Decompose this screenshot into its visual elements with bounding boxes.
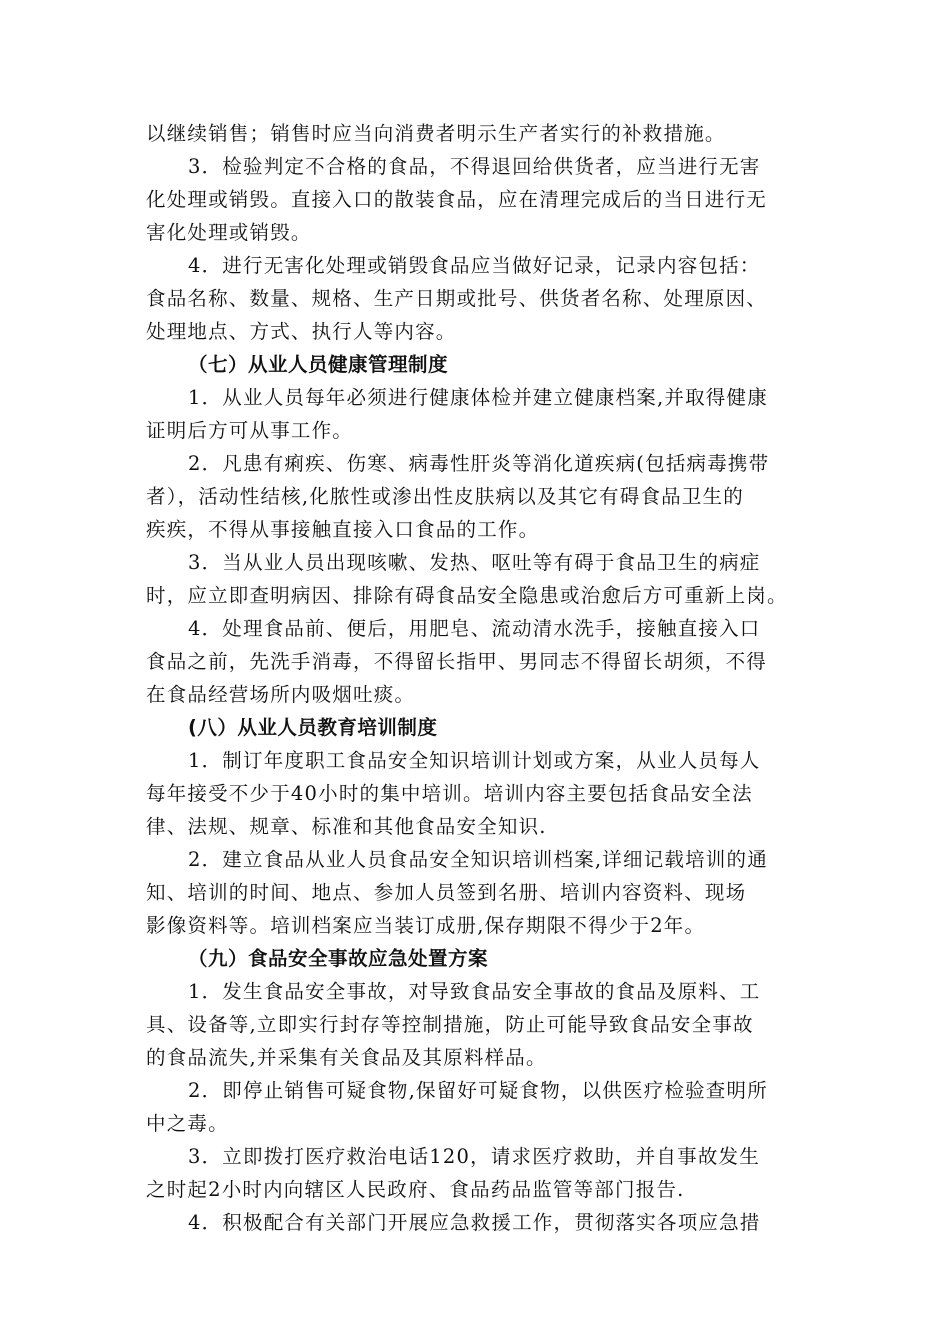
text-line: 中之毒。 [146, 1112, 229, 1135]
text-line: 者），活动性结核,化脓性或渗出性皮肤病以及其它有碍食品卫生的 [146, 485, 744, 508]
text-line: 的食品流失,并采集有关食品及其原料样品。 [146, 1046, 547, 1069]
text-line: 疾疾，不得从事接触直接入口食品的工作。 [146, 518, 540, 541]
text-line: 影像资料等。培训档案应当装订成册,保存期限不得少于2年。 [146, 914, 706, 937]
text-line: 在食品经营场所内吸烟吐痰。 [146, 683, 416, 706]
text-line: 具、设备等,立即实行封存等控制措施，防止可能导致食品安全事故 [146, 1013, 754, 1036]
text-line: 1．从业人员每年必须进行健康体检并建立健康档案,并取得健康 [188, 386, 768, 409]
text-line: 化处理或销毁。直接入口的散装食品，应在清理完成后的当日进行无 [146, 188, 768, 211]
text-line: 4．积极配合有关部门开展应急救援工作，贯彻落实各项应急措 [188, 1211, 761, 1234]
text-line: 以继续销售；销售时应当向消费者明示生产者实行的补救措施。 [146, 122, 726, 145]
text-line: 时，应立即查明病因、排除有碍食品安全隐患或治愈后方可重新上岗。 [146, 584, 788, 607]
text-line: 2．建立食品从业人员食品安全知识培训档案,详细记载培训的通 [188, 848, 768, 871]
text-line: 每年接受不少于40小时的集中培训。培训内容主要包括食品安全法 [146, 782, 753, 805]
text-line: 处理地点、方式、执行人等内容。 [146, 320, 457, 343]
text-line: 食品之前，先洗手消毒，不得留长指甲、男同志不得留长胡须，不得 [146, 650, 768, 673]
text-line: 害化处理或销毁。 [146, 221, 312, 244]
text-line: 1．发生食品安全事故，对导致食品安全事故的食品及原料、工 [188, 980, 761, 1003]
text-line: 2．凡患有痢疾、伤寒、病毒性肝炎等消化道疾病(包括病毒携带 [188, 452, 770, 475]
text-line: 3．检验判定不合格的食品，不得退回给供货者，应当进行无害 [188, 155, 761, 178]
text-line: 4．进行无害化处理或销毁食品应当做好记录，记录内容包括： [188, 254, 761, 277]
text-line: 2．即停止销售可疑食物,保留好可疑食物，以供医疗检验查明所 [188, 1079, 768, 1102]
text-line: 3．立即拨打医疗救治电话120，请求医疗救助，并自事故发生 [188, 1145, 760, 1168]
text-line: 律、法规、规章、标准和其他食品安全知识. [146, 815, 547, 838]
text-line: 证明后方可从事工作。 [146, 419, 354, 442]
section-heading: (八）从业人员教育培训制度 [188, 716, 438, 739]
text-line: 1．制订年度职工食品安全知识培训计划或方案，从业人员每人 [188, 749, 761, 772]
text-line: 3．当从业人员出现咳嗽、发热、呕吐等有碍于食品卫生的病症 [188, 551, 761, 574]
section-heading: （九）食品安全事故应急处置方案 [188, 947, 489, 970]
text-line: 之时起2小时内向辖区人民政府、食品药品监管等部门报告. [146, 1178, 685, 1201]
section-heading: （七）从业人员健康管理制度 [188, 353, 449, 376]
text-line: 食品名称、数量、规格、生产日期或批号、供货者名称、处理原因、 [146, 287, 768, 310]
text-line: 4．处理食品前、便后，用肥皂、流动清水洗手，接触直接入口 [188, 617, 761, 640]
text-line: 知、培训的时间、地点、参加人员签到名册、培训内容资料、现场 [146, 881, 747, 904]
document-page [146, 117, 806, 1239]
